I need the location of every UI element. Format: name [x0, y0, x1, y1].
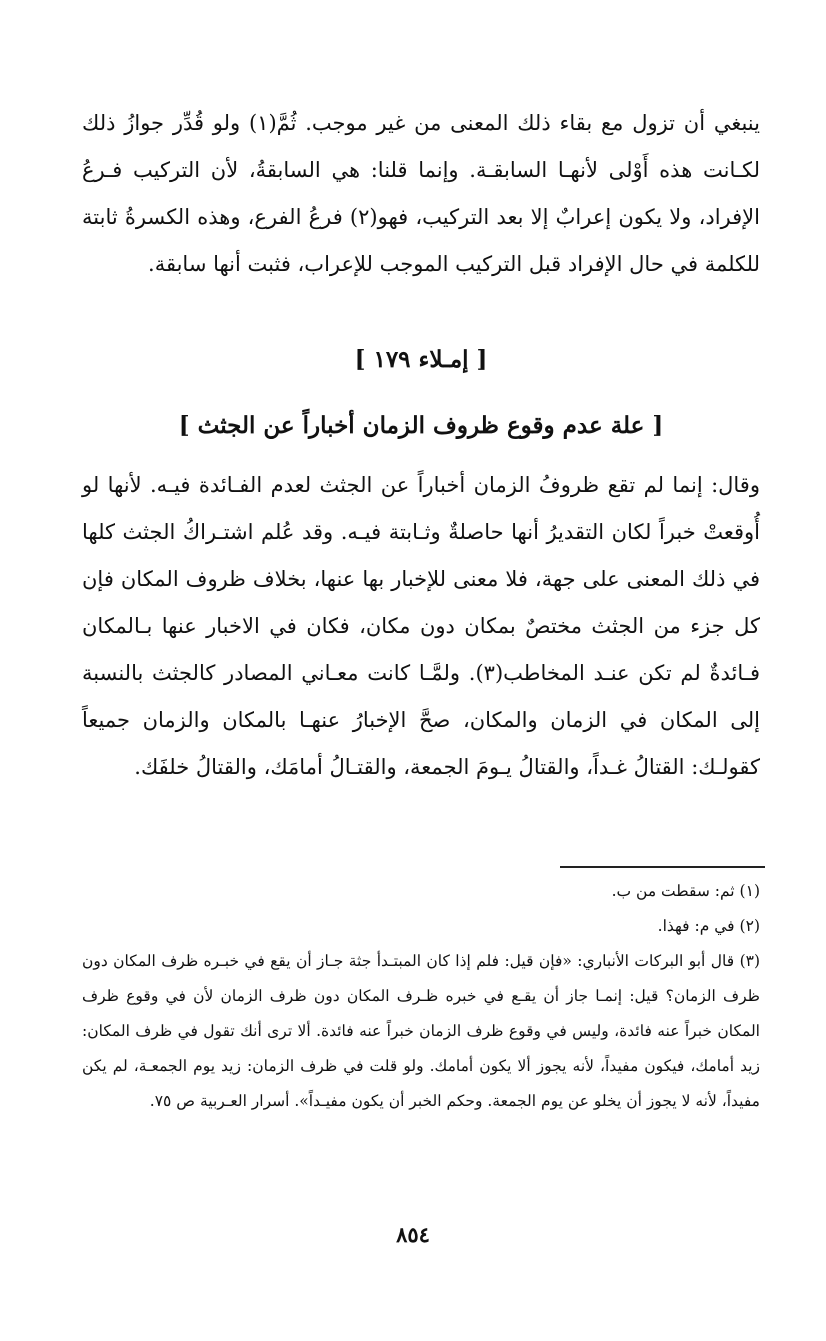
body-paragraph: وقال: إنما لم تقع ظروفُ الزمان أخباراً عن الجثث لعدم الفـائدة فيـه. لأنها لو أُوقعتْ خبراً لكان التقديرُ أنها حاصلةٌ وثـابتة فيـه. وقد عُلم اشتـراكُ الجثث كلها في ذلك المعنى على جهة، فلا معنى للإخبار بها عنها، بخلاف ظروف المكان فإن كل جزء من الجثث مختصٌ بمكان دون مكان، فكان في الاخبار عنها بـالمكان فـائدةٌ لم تكن عنـد المخاطب(٣). ولمَّـا كانت معـاني المصادر كالجثث بالنسبة إلى المكان في الزمان والمكان، صحَّ الإخبارُ عنهـا بالمكان والزمان جميعاً كقولـك: القتالُ غـداً، والقتالُ يـومَ الجمعة، والقتـالُ أمامَك، والقتالُ خلفَك.: [82, 473, 760, 779]
footnote-item: [82, 874, 760, 909]
footnote-item: [82, 909, 760, 944]
footnote-text: قال أبو البركات الأنباري: «فإن قيل: فلم إذا كان المبتـدأ جثة جـاز أن يقع في خبـره ظرف المكان دون ظرف الزمان؟ قيل: إنمـا جاز أن يقـع في خبره ظـرف المكان دون ظرف الزمان لأن في وقوع ظرف المكان خبراً عنه فائدة، وليس في وقوع ظرف الزمان خبراً عنه فائدة. ألا ترى أنك تقول في ظرف المكان: زيد أمامك، فيكون مفيداً، لأنه يجوز ألا يكون أمامك. ولو قلت في ظرف الزمان: زيد يوم الجمعـة، لم يكن مفيداً، لأنه لا يجوز أن يخلو عن يوم الجمعة. وحكم الخبر أن يكون مفيـداً». أسرار العـربية ص ٧٥.: [82, 952, 760, 1110]
section-headings: [82, 340, 760, 446]
footnote-text: ثم: سقطت من ب.: [611, 882, 735, 900]
page-number: ٨٥٤: [396, 1222, 430, 1247]
footnote-separator: [560, 866, 765, 868]
footnotes: [82, 874, 760, 1119]
body-paragraph-block: [82, 462, 760, 791]
footnote-number: (٢): [739, 917, 760, 935]
chapter-title: [ علة عدم وقوع ظروف الزمان أخباراً عن الجثث ]: [178, 412, 664, 439]
footnote-item: [82, 944, 760, 1119]
dictation-heading: [ إمـلاء ١٧٩ ]: [354, 346, 488, 373]
footnote-text: في م: فهذا.: [657, 917, 735, 935]
footnote-number: (١): [739, 882, 760, 900]
footnote-number: (٣): [739, 952, 761, 970]
intro-paragraph-block: [82, 100, 760, 288]
intro-paragraph: ينبغي أن تزول مع بقاء ذلك المعنى من غير موجب. ثُمَّ(١) ولو قُدِّر جوازُ ذلك لكـانت هذه أَوْلى لأنهـا السابقـة. وإنما قلنا: هي السابقةُ، لأن التركيب فـرعُ الإفراد، ولا يكون إعرابٌ إلا بعد التركيب، فهو(٢) فرعُ الفرع، وهذه الكسرةُ ثابتة للكلمة في حال الإفراد قبل التركيب الموجب للإعراب، فثبت أنها سابقة.: [82, 111, 760, 276]
